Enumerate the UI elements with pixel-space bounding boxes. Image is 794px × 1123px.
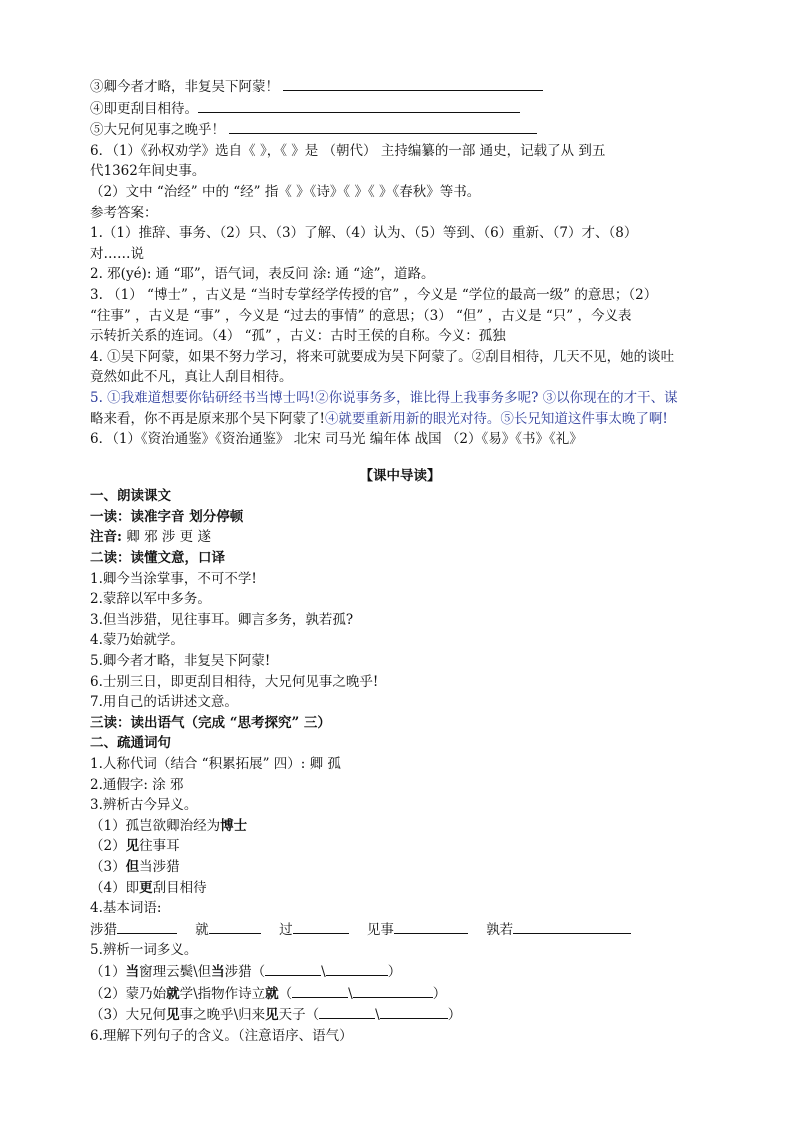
word-4-blanks: 涉猎 就 过 见事 孰若 <box>90 919 710 941</box>
zhuyin-line: 注音: 卿 邪 涉 更 遂 <box>90 529 211 546</box>
answer-blank[interactable] <box>198 98 520 113</box>
word-5: 5.辨析一词多义。 <box>90 942 198 959</box>
answer-blank[interactable] <box>292 983 348 998</box>
answer-blank[interactable] <box>209 919 261 934</box>
text-line-2: 2.蒙辞以军中多务。 <box>90 591 211 608</box>
section-1-heading: 一、朗读课文 <box>90 488 171 505</box>
answer-1: 1.（1）推辞、事务、（2）只、（3）了解、（4）认为、（5）等到、（6）重新、（7）才、（8） <box>90 225 638 242</box>
content <box>90 76 710 1046</box>
guide-title: 【课中导读】 <box>359 467 441 484</box>
word-6: 6.理解下列句子的含义。（注意语序、语气） <box>90 1027 353 1044</box>
section-2-heading: 二、疏通词句 <box>90 735 171 752</box>
answer-blank[interactable] <box>380 1004 448 1019</box>
text-line-4: 4.蒙乃始就学。 <box>90 632 184 649</box>
question-5: ⑤大兄何见事之晚乎！ <box>90 119 710 141</box>
read-2-heading: 二读：读懂文意，口译 <box>90 550 225 567</box>
answer-1b: 对……说 <box>90 245 144 262</box>
answer-blank[interactable] <box>293 919 349 934</box>
read-1-heading: 一读：读准字音 划分停顿 <box>90 508 244 525</box>
answer-5b: 略来看，你不再是原来那个吴下阿蒙了!④就要重新用新的眼光对待。⑤长兄知道这件事太晚了啊! <box>90 410 668 427</box>
text-line-5: 5.卿今者才略，非复吴下阿蒙! <box>90 653 271 670</box>
answer-blank[interactable] <box>513 919 631 934</box>
answer-3: 3. （1） “博士” ，古义是 “当时专掌经学传授的官” ，今义是 “学位的最高一级” 的意思；（2） <box>90 286 658 303</box>
answer-2: 2. 邪(yé): 通 “耶”，语气词，表反问 涂: 通 “途”，道路。 <box>90 266 435 283</box>
word-4: 4.基本词语: <box>90 900 162 917</box>
answer-3b: “往事” ，古义是 “事” ，今义是 “过去的事情” 的意思；（3） “但” ，古义是 “只” ，今义表 <box>90 307 632 324</box>
word-1: 1.人称代词（结合 “积累拓展” 四）: 卿 孤 <box>90 756 341 772</box>
question-6-2: （2）文中 “治经” 中的 “经” 指《 》《诗》《 》《 》《春秋》等书。 <box>90 183 481 200</box>
answer-5: 5. ①我难道想要你钻研经书当博士吗!②你说事务多，谁比得上我事务多呢? ③以你现在的才干、谋 <box>90 389 678 406</box>
word-3: 3.辨析古今异义。 <box>90 797 198 814</box>
answer-blank[interactable] <box>229 119 537 134</box>
answer-blank[interactable] <box>117 919 177 934</box>
word-5-2: （2）蒙乃始就学\指物作诗立就（ \ ） <box>90 983 710 1005</box>
answer-blank[interactable] <box>265 961 321 976</box>
question-6-1b: 代1362年间史事。 <box>90 163 206 180</box>
question-3: ③卿今者才略，非复吴下阿蒙！ <box>90 76 710 98</box>
word-5-1: （1）当窗理云鬓\但当涉猎（ \ ） <box>90 961 710 983</box>
answer-3c: 示转折关系的连词。（4） “孤” ，古义：古时王侯的自称。今义：孤独 <box>90 328 506 345</box>
text-line-6: 6.士别三日，即更刮目相待，大兄何见事之晚乎! <box>90 673 379 690</box>
answer-blank[interactable] <box>283 76 543 91</box>
word-5-3: （3）大兄何见事之晚乎\归来见天子（ \ ） <box>90 1004 710 1026</box>
word-3-1: （1）孤岂欲卿治经为博士 <box>90 817 248 834</box>
answer-blank[interactable] <box>326 961 388 976</box>
word-3-2: （2）见往事耳 <box>90 838 180 855</box>
word-2: 2.通假字: 涂 邪 <box>90 776 184 793</box>
answers-heading: 参考答案： <box>90 204 158 221</box>
word-3-3: （3）但当涉猎 <box>90 858 180 875</box>
answer-4: 4. ①吴下阿蒙，如果不努力学习，将来可就要成为吴下阿蒙了。②刮目相待，几天不见，她的谈吐 <box>90 348 675 365</box>
word-3-4: （4）即更刮目相待 <box>90 879 207 896</box>
text-line-7: 7.用自己的话讲述文意。 <box>90 694 238 711</box>
text-line-3: 3.但当涉猎，见往事耳。卿言多务，孰若孤? <box>90 611 354 628</box>
question-4: ④即更刮目相待。 <box>90 98 710 120</box>
answer-blank[interactable] <box>394 919 468 934</box>
answer-4b: 竟然如此不凡，真让人刮目相待。 <box>90 369 293 386</box>
answer-blank[interactable] <box>319 1004 375 1019</box>
answer-blank[interactable] <box>353 983 433 998</box>
answer-6: 6．（1）《资治通鉴》《资治通鉴》 北宋 司马光 编年体 战国 （2）《易》《书》《礼》 <box>90 431 583 448</box>
question-6-1: 6．（1）《孙权劝学》选自《 》，《 》是 （朝代） 主持编纂的一部 通史，记载了从 到五 <box>90 142 606 159</box>
read-3-heading: 三读：读出语气（完成 “思考探究” 三） <box>90 714 331 731</box>
text-line-1: 1.卿今当涂掌事，不可不学! <box>90 570 257 587</box>
